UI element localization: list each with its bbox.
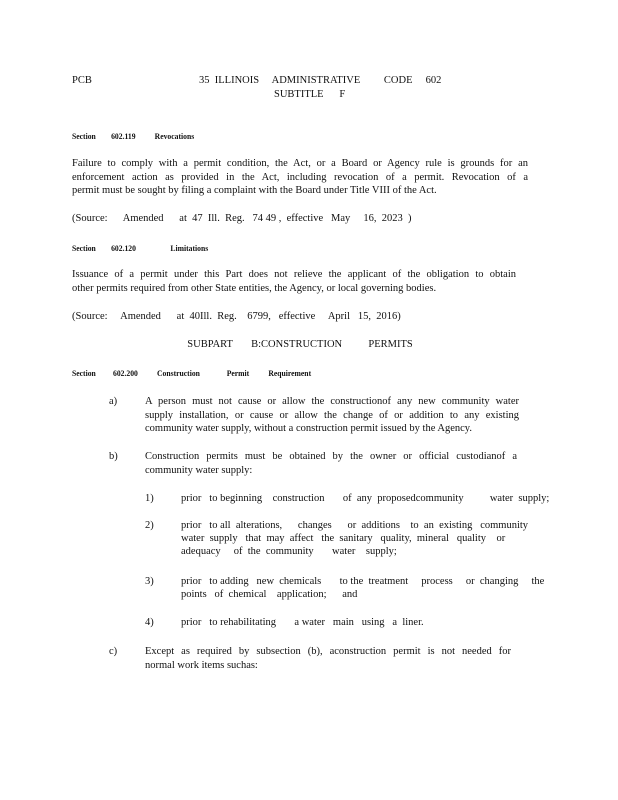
section-602-119-body <box>72 157 528 198</box>
paragraph-line: enforcement action as provided in the Act, including revocation of a permit. Revocation of a <box>72 171 528 183</box>
section-602-120-body <box>72 268 516 295</box>
item-c-text <box>145 645 511 672</box>
section-602-119-heading: Section 602.119 Revocations <box>72 131 195 141</box>
subitem-label-1: 1) <box>145 493 154 504</box>
paragraph-line: community water supply, without a construction permit issued by the Agency. <box>145 423 472 434</box>
subitem-1-text: prior to beginning construction of any proposedcommunity water supply; <box>181 493 550 504</box>
paragraph-line: A person must not cause or allow the constructionof any new community water <box>145 396 519 407</box>
section-602-119-source: (Source: Amended at 47 Ill. Reg. 74 49 , effective May 16, 2023 ) <box>72 213 412 224</box>
subitem-label-2: 2) <box>145 520 154 531</box>
section-602-120-source: (Source: Amended at 40Ill. Reg. 6799, effective April 15, 2016) <box>72 311 401 322</box>
item-label-b: b) <box>109 451 118 462</box>
paragraph-line: water supply that may affect the sanitary quality, mineral quality or <box>181 533 506 544</box>
item-label-a: a) <box>109 396 118 407</box>
subitem-label-4: 4) <box>145 617 154 628</box>
subpart-heading: SUBPART B:CONSTRUCTION PERMITS <box>187 339 413 350</box>
subitem-3-text <box>181 575 544 601</box>
item-label-c: c) <box>109 646 118 657</box>
subitem-label-3: 3) <box>145 576 154 587</box>
paragraph-line: other permits required from other State entities, the Agency, or local governing bodies. <box>72 282 437 294</box>
item-a-text <box>145 395 519 436</box>
paragraph-line: Construction permits must be obtained by the owner or official custodianof a <box>145 451 517 462</box>
header-agency: PCB <box>72 75 92 86</box>
paragraph-line: permit must be sought by filing a complaint with the Board under Title VIII of the Act. <box>72 185 437 196</box>
item-b-text <box>145 450 517 477</box>
paragraph-line: points of chemical application; and <box>181 589 358 600</box>
paragraph-line: Except as required by subsection (b), aconstruction permit is not needed for <box>145 646 511 657</box>
paragraph-line: Issuance of a permit under this Part does not relieve the applicant of the obligation to obtain <box>72 269 516 280</box>
paragraph-line: prior to all alterations, changes or additions to an existing community <box>181 520 529 531</box>
paragraph-line: normal work items suchas: <box>145 659 258 671</box>
paragraph-line: adequacy of the community water supply; <box>181 546 397 557</box>
header-code-title: 35 ILLINOIS ADMINISTRATIVE CODE 602 <box>199 75 442 86</box>
subitem-2-text <box>181 519 528 558</box>
paragraph-line: prior to adding new chemicals to the treatment process or changing the <box>181 576 545 587</box>
paragraph-line: supply installation, or cause or allow the change of or addition to any existing <box>145 409 519 421</box>
subitem-4-text: prior to rehabilitating a water main using a liner. <box>181 617 424 628</box>
paragraph-line: Failure to comply with a permit condition, the Act, or a Board or Agency rule is grounds for an <box>72 158 528 169</box>
header-subtitle: SUBTITLE F <box>274 89 346 100</box>
section-602-200-heading: Section 602.200 Construction Permit Requirement <box>72 368 312 378</box>
paragraph-line: community water supply: <box>145 464 253 476</box>
section-602-120-heading: Section 602.120 Limitations <box>72 243 209 253</box>
